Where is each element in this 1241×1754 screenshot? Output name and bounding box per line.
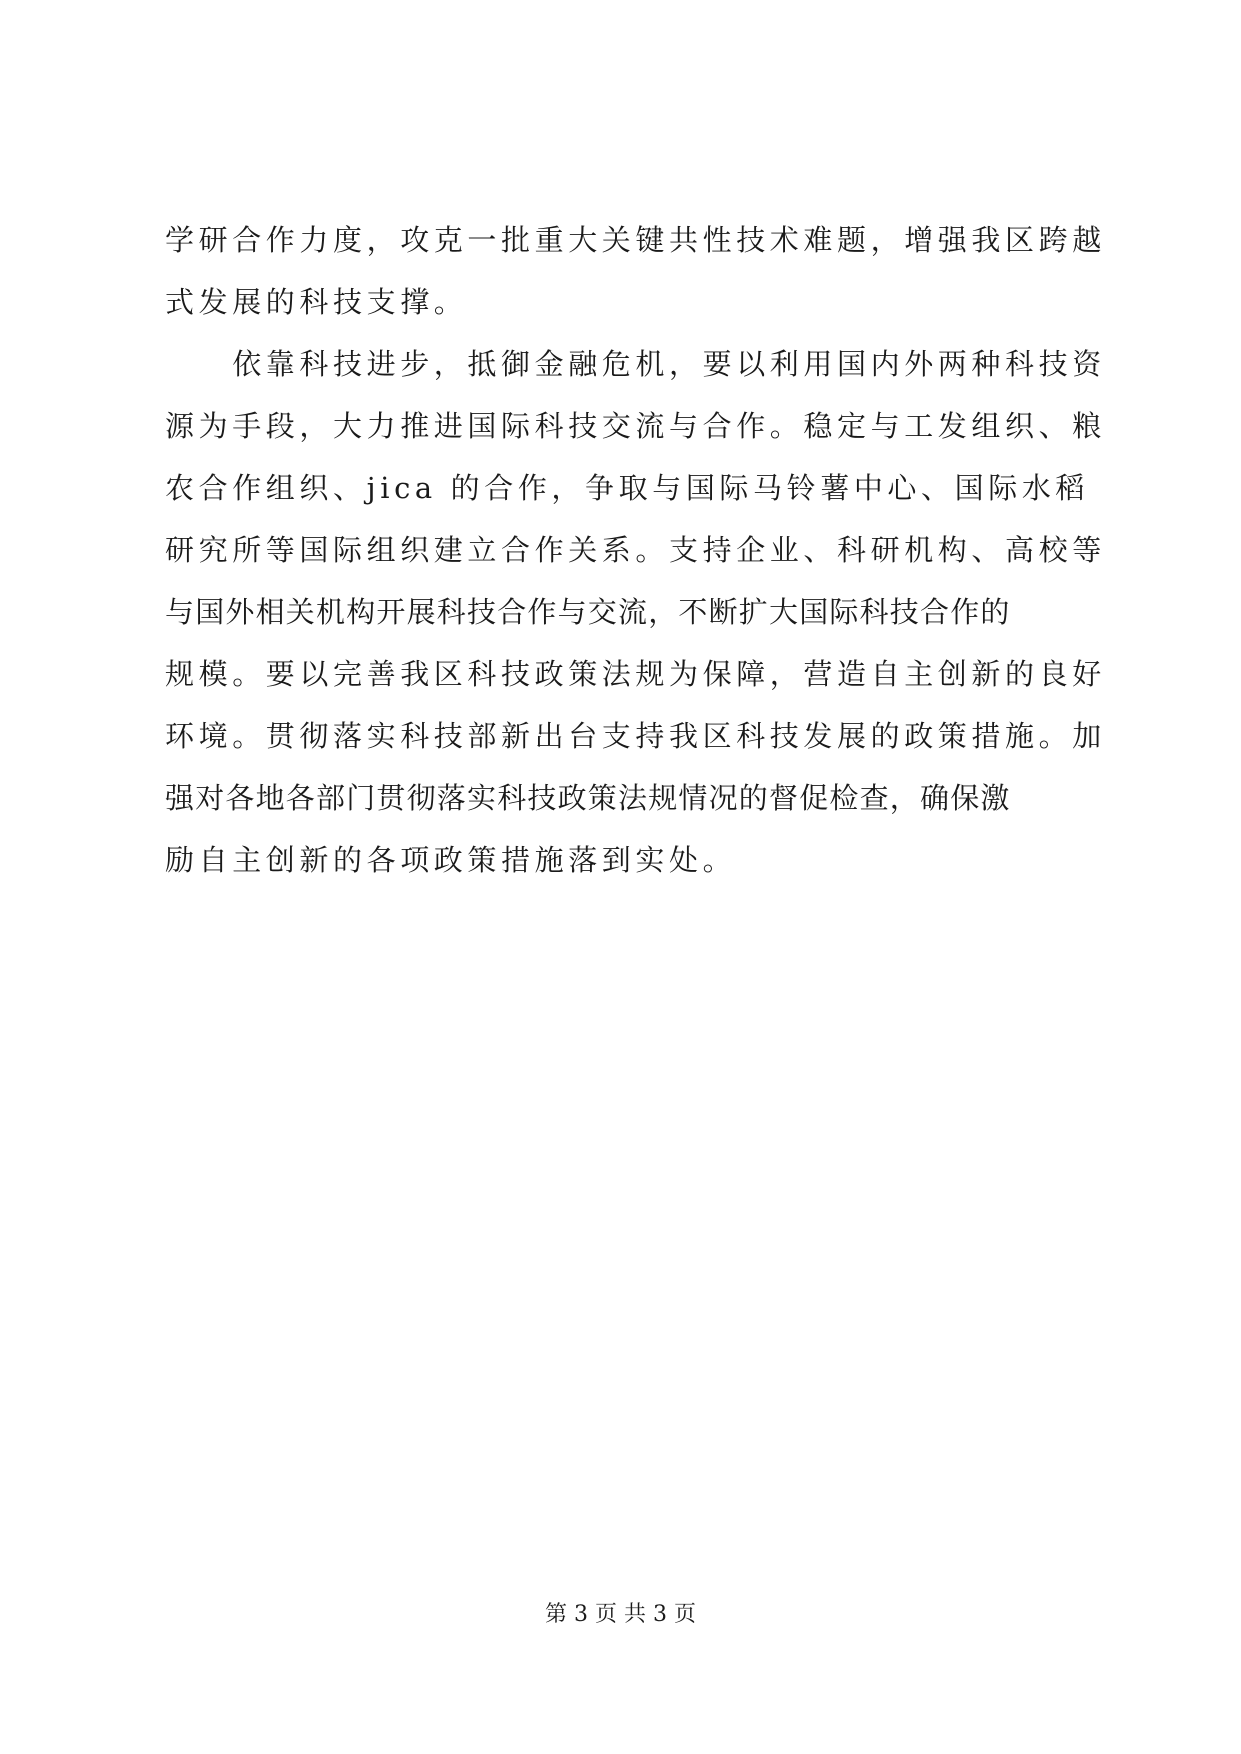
text-line-11: 励自主创新的各项政策措施落到实处。 bbox=[165, 843, 737, 877]
text-line-1: 学研合作力度，攻克一批重大关键共性技术难题，增强我区跨越 bbox=[165, 223, 1106, 257]
text-line-3: 依靠科技进步，抵御金融危机，要以利用国内外两种科技资 bbox=[165, 347, 1106, 381]
body-text bbox=[165, 223, 1106, 908]
text-line-6: 研究所等国际组织建立合作关系。支持企业、科研机构、高校等 bbox=[165, 533, 1106, 567]
text-line-5: 农合作组织、jica 的合作，争取与国际马铃薯中心、国际水稻 bbox=[165, 471, 1090, 505]
text-line-10: 强对各地各部门贯彻落实科技政策法规情况的督促检查，确保激 bbox=[165, 781, 1011, 815]
text-line-2: 式发展的科技支撑。 bbox=[165, 285, 468, 319]
text-line-7: 与国外相关机构开展科技合作与交流，不断扩大国际科技合作的 bbox=[165, 595, 1011, 629]
text-line-4: 源为手段，大力推进国际科技交流与合作。稳定与工发组织、粮 bbox=[165, 409, 1106, 443]
text-line-8: 规模。要以完善我区科技政策法规为保障，营造自主创新的良好 bbox=[165, 657, 1106, 691]
text-line-9: 环境。贯彻落实科技部新出台支持我区科技发展的政策措施。加 bbox=[165, 719, 1106, 753]
page-number-footer: 第 3 页 共 3 页 bbox=[545, 1602, 696, 1627]
